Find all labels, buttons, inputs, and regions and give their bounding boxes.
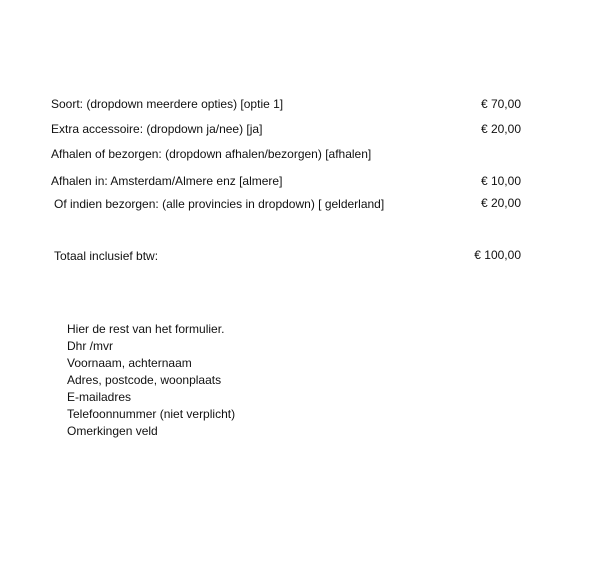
- row-bezorgen-price: € 20,00: [480, 196, 521, 210]
- form-line-name: Voornaam, achternaam: [67, 356, 192, 370]
- row-accessoire-price: € 20,00: [480, 122, 521, 136]
- row-bezorgen-label: Of indien bezorgen: (alle provincies in dropdown) [ gelderland]: [54, 197, 385, 211]
- form-line-salutation: Dhr /mvr: [67, 339, 113, 353]
- total-label: Totaal inclusief btw:: [54, 249, 159, 263]
- form-line-email: E-mailadres: [67, 390, 132, 404]
- row-afhalen-in-price: € 10,00: [480, 174, 521, 188]
- row-afhalen-in-label: Afhalen in: Amsterdam/Almere enz [almere]: [51, 174, 283, 188]
- form-line-address: Adres, postcode, woonplaats: [67, 373, 222, 387]
- form-line-remarks: Omerkingen veld: [67, 424, 158, 438]
- form-intro-text: Hier de rest van het formulier.: [67, 322, 225, 336]
- row-accessoire-label: Extra accessoire: (dropdown ja/nee) [ja]: [51, 122, 263, 136]
- row-afhalen-bezorgen-label: Afhalen of bezorgen: (dropdown afhalen/bezorgen) [afhalen]: [51, 147, 372, 161]
- row-soort-label: Soort: (dropdown meerdere opties) [optie 1]: [51, 97, 284, 111]
- form-line-phone: Telefoonnummer (niet verplicht): [67, 407, 236, 421]
- total-price: € 100,00: [474, 248, 521, 262]
- row-soort-price: € 70,00: [480, 97, 521, 111]
- form-field-list: [67, 321, 235, 440]
